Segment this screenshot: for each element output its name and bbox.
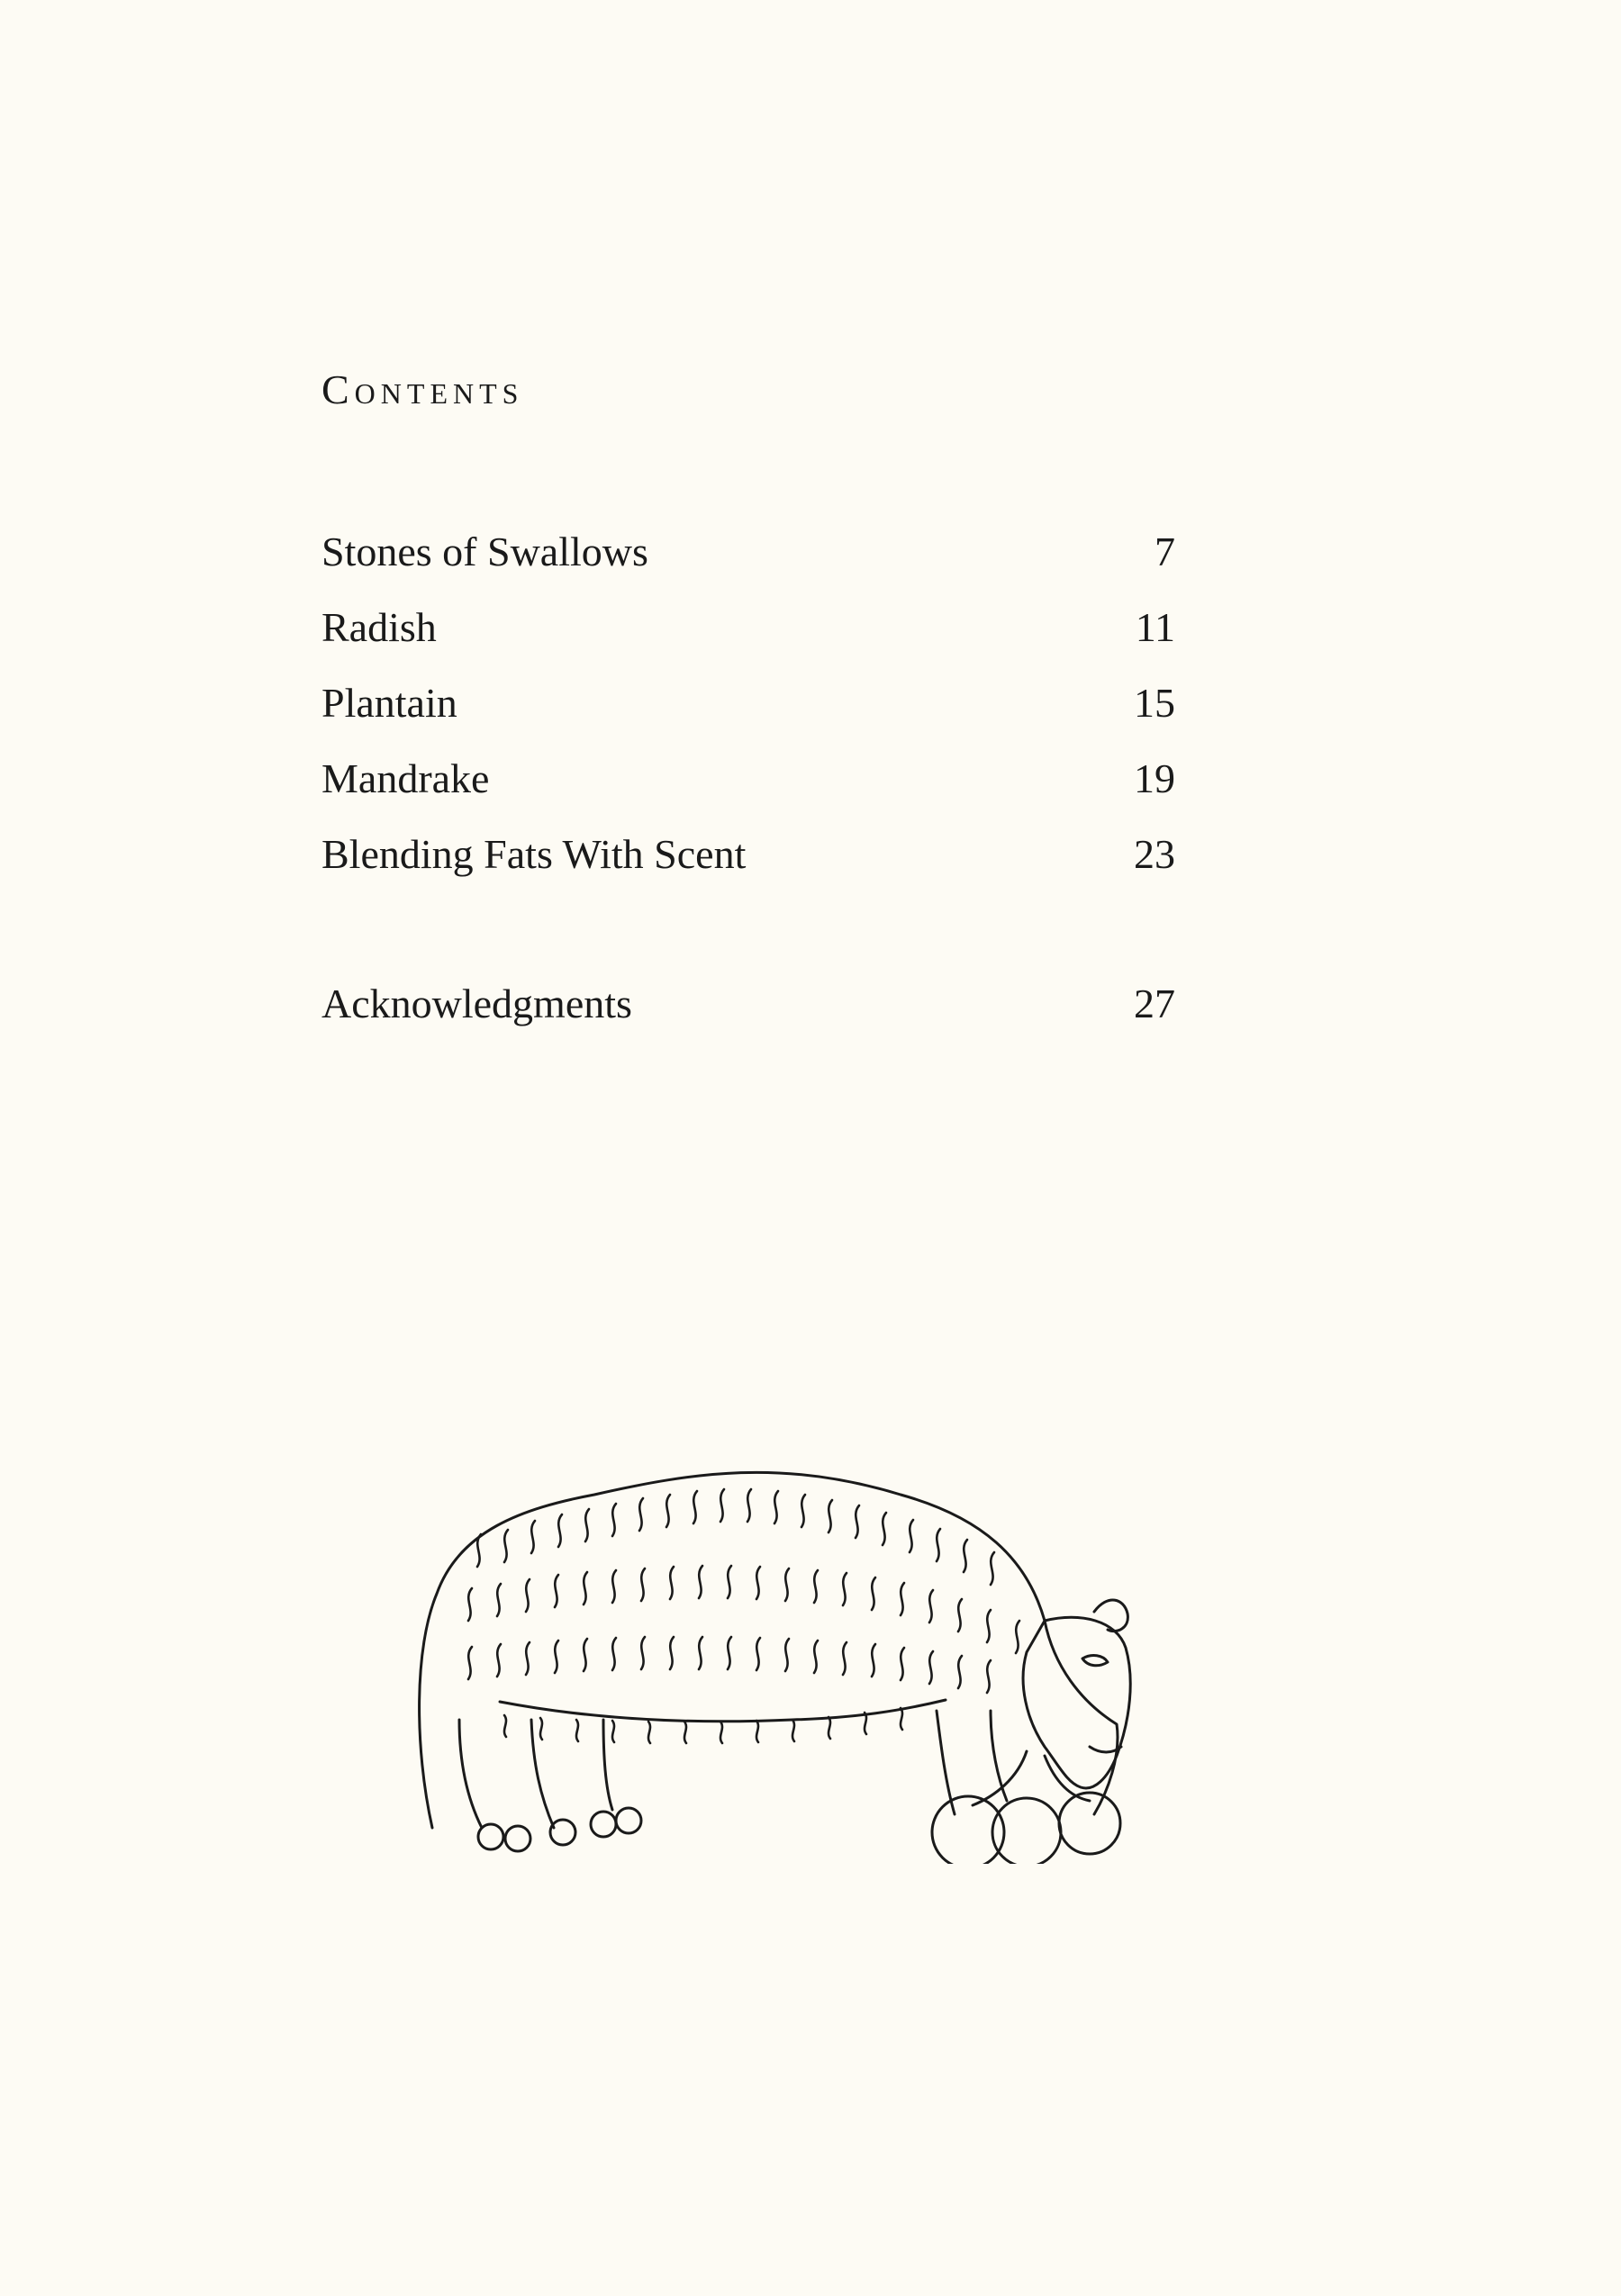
toc-entry-title: Radish [321,604,437,650]
toc-entry-title: Acknowledgments [321,981,632,1026]
toc-entry[interactable] [321,829,1175,905]
toc-entry-page: 7 [1155,529,1175,574]
contents-heading: Contents [321,366,524,412]
toc-entry-title: Blending Fats With Scent [321,831,747,877]
beast-front-leg [937,1711,1007,1814]
beast-hind-leg [459,1720,612,1828]
beast-hoof [505,1826,530,1851]
toc-entry-title: Stones of Swallows [321,529,648,574]
toc-entry[interactable] [321,678,1175,754]
toc-entry-title: Mandrake [321,755,490,801]
beast-head [1023,1617,1130,1788]
woodcut-beast-illustration [396,1324,1135,1864]
toc-entry-acknowledgments[interactable] [321,979,1175,1054]
beast-hoof [550,1820,575,1845]
beast-hoof [591,1812,616,1837]
toc-entry-page: 15 [1134,680,1175,726]
toc-entry-page: 27 [1134,981,1175,1026]
fur-strokes [468,1489,1019,1743]
toc-entry[interactable] [321,602,1175,678]
table-of-contents [321,527,1175,1054]
beast-ear [1094,1600,1127,1632]
toc-entry-page: 23 [1134,831,1175,877]
toc-entry-title: Plantain [321,680,457,726]
toc-entry[interactable] [321,527,1175,602]
toc-entry-page: 11 [1135,604,1175,650]
beast-hoof [616,1808,641,1833]
root-bulb [992,1798,1061,1864]
beast-eye [1082,1656,1108,1666]
toc-entry-page: 19 [1134,755,1175,801]
beast-belly-line [500,1700,946,1722]
toc-entry[interactable] [321,754,1175,829]
beast-hoof [478,1824,503,1849]
